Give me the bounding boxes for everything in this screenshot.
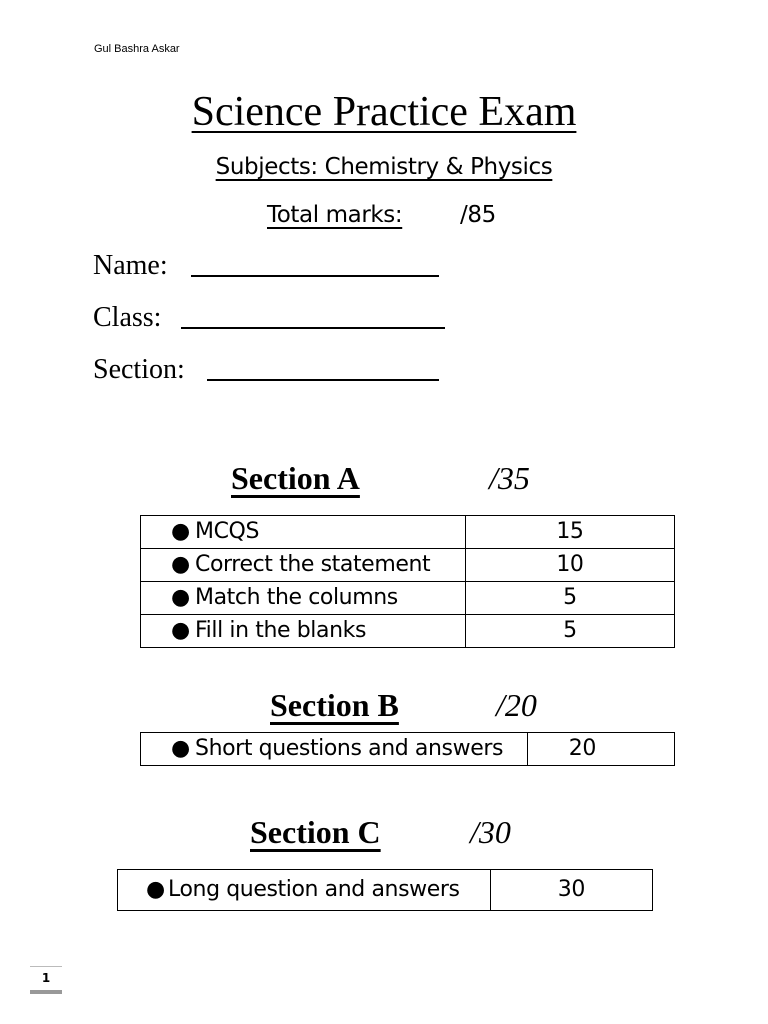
page-number-bar xyxy=(30,990,62,994)
row-label: Fill in the blanks xyxy=(195,618,367,643)
author-name: Gul Bashra Askar xyxy=(94,43,180,55)
name-field xyxy=(93,250,168,282)
table-row xyxy=(141,549,675,582)
name-blank-line xyxy=(191,275,439,277)
subjects-text: Subjects: Chemistry & Physics xyxy=(215,154,553,180)
section-b-heading xyxy=(270,687,537,724)
bullet-icon: ● xyxy=(171,519,190,544)
row-label: MCQS xyxy=(195,519,260,544)
class-blank-line xyxy=(181,327,445,329)
row-label: Correct the statement xyxy=(195,552,431,577)
row-marks: 5 xyxy=(465,615,674,648)
section-c-table xyxy=(117,869,653,911)
row-label-cell xyxy=(141,615,466,648)
bullet-icon: ● xyxy=(171,618,190,643)
row-label: Long question and answers xyxy=(168,877,460,902)
page-number-rule xyxy=(30,966,62,967)
total-marks xyxy=(267,202,496,228)
total-marks-label: Total marks: xyxy=(267,202,403,228)
section-c-title: Section C xyxy=(250,814,381,850)
table-row xyxy=(141,516,675,549)
row-label-cell xyxy=(141,549,466,582)
page-number xyxy=(30,966,62,985)
class-field xyxy=(93,302,161,334)
section-a-title: Section A xyxy=(231,460,360,496)
section-b-table xyxy=(140,732,675,766)
table-row xyxy=(118,870,653,911)
section-blank-line xyxy=(207,379,439,381)
page-title xyxy=(0,88,768,136)
row-label-cell xyxy=(141,516,466,549)
section-label: Section: xyxy=(93,354,185,385)
row-marks: 15 xyxy=(465,516,674,549)
row-label: Match the columns xyxy=(195,585,398,610)
name-label: Name: xyxy=(93,250,168,281)
total-marks-value: /85 xyxy=(460,202,496,228)
table-row xyxy=(141,733,675,766)
table-row xyxy=(141,615,675,648)
row-marks: 30 xyxy=(490,870,652,911)
section-a-heading xyxy=(231,460,530,497)
section-a-marks: /35 xyxy=(489,460,530,496)
row-label: Short questions and answers xyxy=(195,736,504,761)
bullet-icon: ● xyxy=(171,552,190,577)
class-label: Class: xyxy=(93,302,162,333)
section-field xyxy=(93,354,185,386)
row-label-cell xyxy=(118,870,491,911)
row-label-cell xyxy=(141,733,528,766)
row-marks: 5 xyxy=(465,582,674,615)
row-marks: 10 xyxy=(465,549,674,582)
section-c-heading xyxy=(250,814,511,851)
page-number-text: 1 xyxy=(41,971,51,985)
bullet-icon: ● xyxy=(171,585,190,610)
section-c-marks: /30 xyxy=(470,814,511,850)
row-marks: 20 xyxy=(527,733,674,766)
page-title-text: Science Practice Exam xyxy=(191,89,577,135)
table-row xyxy=(141,582,675,615)
bullet-icon: ● xyxy=(146,877,165,902)
subjects-heading xyxy=(0,154,768,180)
section-b-title: Section B xyxy=(270,687,399,723)
bullet-icon: ● xyxy=(171,736,190,761)
row-label-cell xyxy=(141,582,466,615)
section-a-table xyxy=(140,515,675,648)
section-b-marks: /20 xyxy=(496,687,537,723)
